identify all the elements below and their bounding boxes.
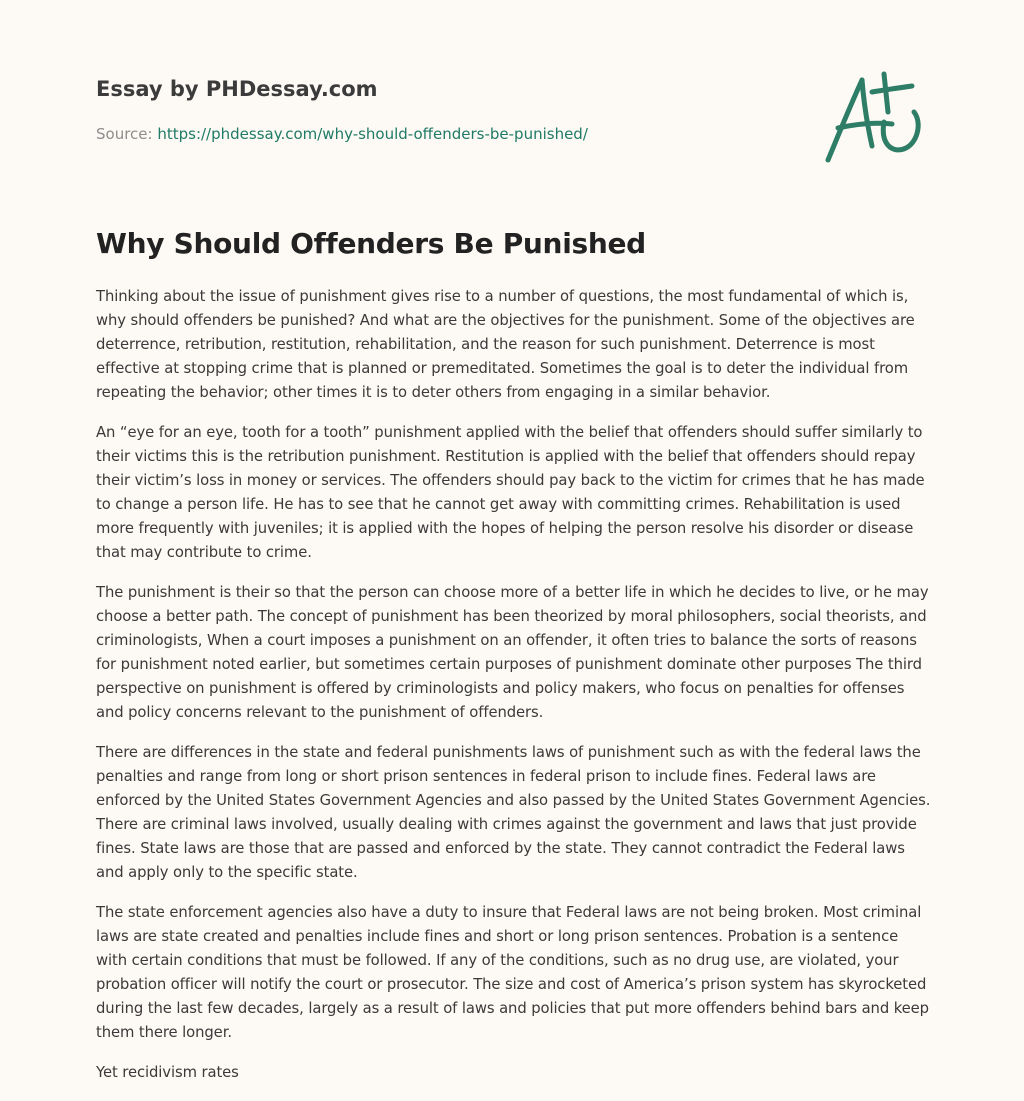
source-line	[96, 124, 796, 144]
source-link[interactable]: https://phdessay.com/why-should-offenders-be-punished/	[157, 125, 588, 143]
essay-header	[96, 74, 796, 144]
essay-body	[96, 285, 932, 1101]
a-plus-logo-icon	[822, 66, 930, 166]
essay-title: Why Should Offenders Be Punished	[96, 227, 646, 260]
essay-paragraph: There are differences in the state and federal punishments laws of punishment such as with the federal laws the penalties and range from long or short prison sentences in federal prison to include fines. Federal laws are enforced by the United States Government Agencies and also passed by the United States Government Agencies. There are criminal laws involved, usually dealing with crimes against the government and laws that just provide fines. State laws are those that are passed and enforced by the state. They cannot contradict the Federal laws and apply only to the specific state.	[96, 744, 931, 881]
brand-title: Essay by PHDessay.com	[96, 77, 378, 101]
essay-paragraph: The state enforcement agencies also have a duty to insure that Federal laws are not being broken. Most criminal laws are state created and penalties include fines and short or long prison sentences. Probation is a sentence with certain conditions that must be followed. If any of the conditions, such as no drug use, are violated, your probation officer will notify the court or prosecutor. The size and cost of America’s prison system has skyrocketed during the last few decades, largely as a result of laws and policies that put more offenders behind bars and keep them there longer.	[96, 904, 929, 1041]
essay-paragraph: Thinking about the issue of punishment gives rise to a number of questions, the most fundamental of which is, why should offenders be punished? And what are the objectives for the punishment. Some of the objectives are deterrence, retribution, restitution, rehabilitation, and the reason for such punishment. Deterrence is most effective at stopping crime that is planned or premeditated. Sometimes the goal is to deter the individual from repeating the behavior; other times it is to deter others from engaging in a similar behavior.	[96, 288, 915, 401]
essay-paragraph: The punishment is their so that the person can choose more of a better life in which he decides to live, or he may choose a better path. The concept of punishment has been theorized by moral philosophers, social theorists, and criminologists, When a court imposes a punishment on an offender, it often tries to balance the sorts of reasons for punishment noted earlier, but sometimes certain purposes of punishment dominate other purposes The third perspective on punishment is offered by criminologists and policy makers, who focus on penalties for offenses and policy concerns relevant to the punishment of offenders.	[96, 584, 929, 721]
source-label: Source:	[96, 125, 158, 143]
essay-paragraph: An “eye for an eye, tooth for a tooth” punishment applied with the belief that offenders should suffer similarly to their victims this is the retribution punishment. Restitution is applied with the belief that offenders should repay their victim’s loss in money or services. The offenders should pay back to the victim for crimes that he has made to change a person life. He has to see that he cannot get away with committing crimes. Rehabilitation is used more frequently with juveniles; it is applied with the hopes of helping the person resolve his disorder or disease that may contribute to crime.	[96, 424, 925, 561]
essay-paragraph-truncated: Yet recidivism rates	[96, 1064, 239, 1081]
